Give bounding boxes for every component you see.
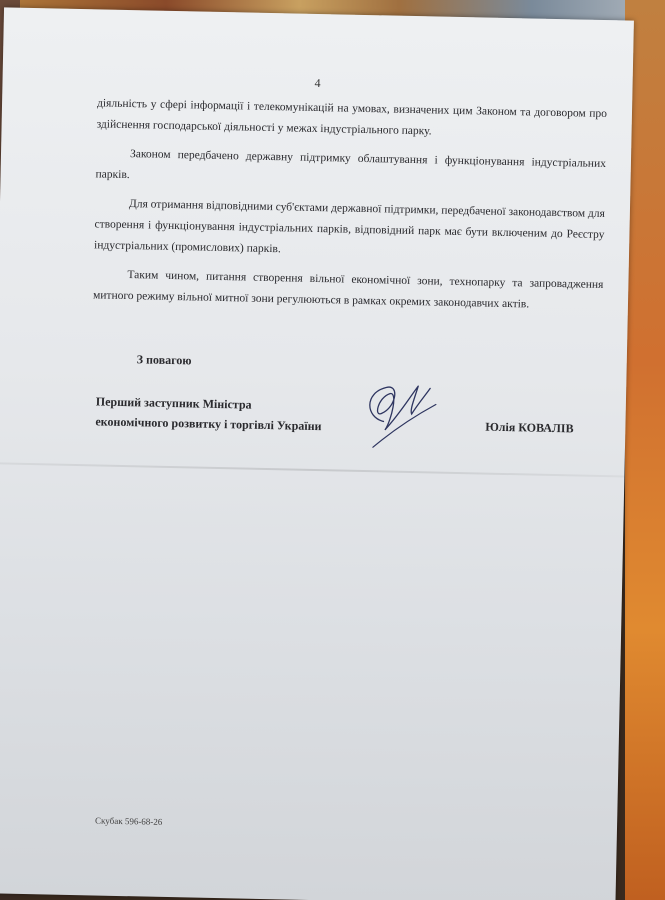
handwritten-signature: [355, 373, 447, 455]
letter-body: [93, 93, 608, 325]
paper-fold-line: [0, 462, 624, 477]
closing-greeting: З повагою: [136, 352, 192, 368]
paragraph-conclusion: Таким чином, питання створення вільної економічної зони, технопарку та запровадження митного режиму вільної митної зони регулюються в рамках окремих законодавчих актів.: [92, 269, 604, 311]
paragraph-state-support: Законом передбачено державну підтримку облаштування і функціонування індустріальних парків.: [95, 148, 607, 182]
signatory-title-line-2: економічного розвитку і торгівлі України: [95, 414, 322, 434]
letter-page: [0, 7, 634, 900]
paragraph-registry: Для отримання відповідними суб'єктами державної підтримки, передбаченої законодавством для створення і функціонування індустріальних парків, відповідний парк має бути включеним до Реєстру індустріальних (промислових) парків.: [93, 198, 605, 256]
page-number: 4: [314, 75, 321, 91]
paragraph-continuation: діяльність у сфері інформації і телекомунікацій на умовах, визначених цим Законом та договором про здійснення господарської діяльності у межах індустріального парку.: [96, 97, 608, 138]
signatory-name: Юлія КОВАЛІВ: [485, 419, 574, 436]
signatory-title-line-1: Перший заступник Міністра: [95, 394, 252, 412]
footer-contact: Скубак 596-68-26: [94, 815, 163, 827]
signatory-title: [95, 391, 322, 436]
